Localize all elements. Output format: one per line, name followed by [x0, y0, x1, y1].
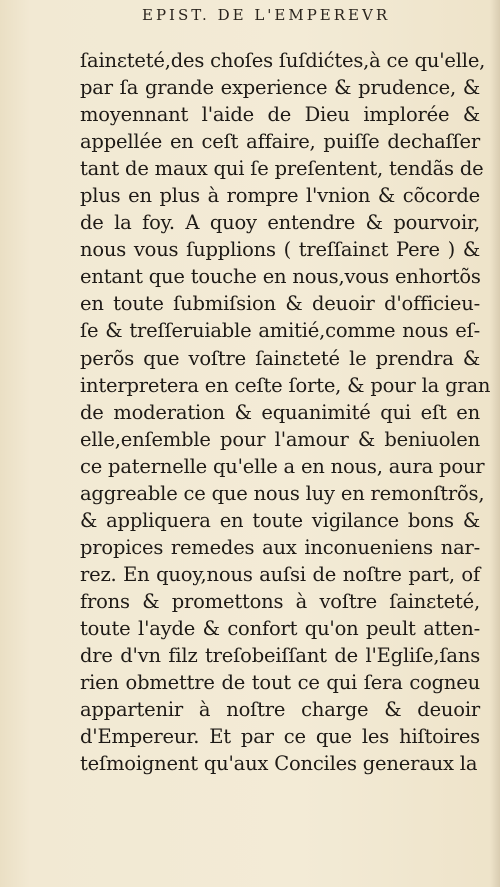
text-line: par ſa grande experience & prudence, & [80, 76, 480, 100]
page-edge-shadow [490, 0, 500, 887]
text-line: plus en plus à rompre l'vnion & cõcorde [80, 184, 480, 208]
text-line: ce paternelle qu'elle a en nous, aura pour [80, 454, 485, 478]
text-line: aggreable ce que nous luy en remonſtrõs, [80, 481, 485, 505]
text-line: tant de maux qui ſe preſentent, tendãs de [80, 157, 484, 181]
text-line: moyennant l'aide de Dieu implorée & [80, 103, 480, 127]
text-line: appartenir à noſtre charge & deuoir [80, 698, 480, 722]
text-line: propices remedes aux inconueniens nar- [80, 535, 480, 559]
text-line: en toute ſubmiſsion & deuoir d'officieu- [80, 292, 480, 316]
text-line: rien obmettre de tout ce qui ſera cogneu [80, 671, 480, 695]
text-line: teſmoignent qu'aux Conciles generaux la [80, 752, 478, 776]
text-line: appellée en ceſt affaire, puiſſe dechaſſer [80, 130, 480, 154]
text-line: de la foy. A quoy entendre & pourvoir, [80, 211, 480, 235]
text-line: perõs que voſtre ſainɛteté le prendra & [80, 346, 480, 370]
text-line: nous vous ſupplions ( treſſainɛt Pere ) & [80, 238, 480, 262]
text-line: entant que touche en nous,vous enhortõs [80, 265, 481, 289]
body-text [80, 47, 491, 777]
text-line: interpretera en ceſte ſorte, & pour la gran [80, 373, 491, 397]
text-line: ſe & treſſeruiable amitié,comme nous eſ- [80, 319, 480, 343]
text-line: de moderation & equanimité qui eſt en [80, 400, 480, 424]
text-line: frons & promettons à voſtre ſainɛteté, [80, 589, 480, 613]
text-line: dre d'vn filz treſobeiſſant de l'Egliſe,ſans [80, 644, 480, 668]
text-line: d'Empereur. Et par ce que les hiſtoires [80, 725, 480, 749]
text-line: ſainɛteté,des choſes ſuſdićtes,à ce qu'elle, [80, 49, 486, 72]
text-line: & appliquera en toute vigilance bons & [80, 508, 480, 532]
running-head: EPIST. DE L'EMPEREVR [142, 6, 391, 24]
text-line: rez. En quoy,nous auſsi de noſtre part, of [80, 562, 480, 586]
text-line: elle,enſemble pour l'amour & beniuolen [80, 427, 480, 451]
text-line: toute l'ayde & confort qu'on peult atten- [80, 616, 480, 640]
